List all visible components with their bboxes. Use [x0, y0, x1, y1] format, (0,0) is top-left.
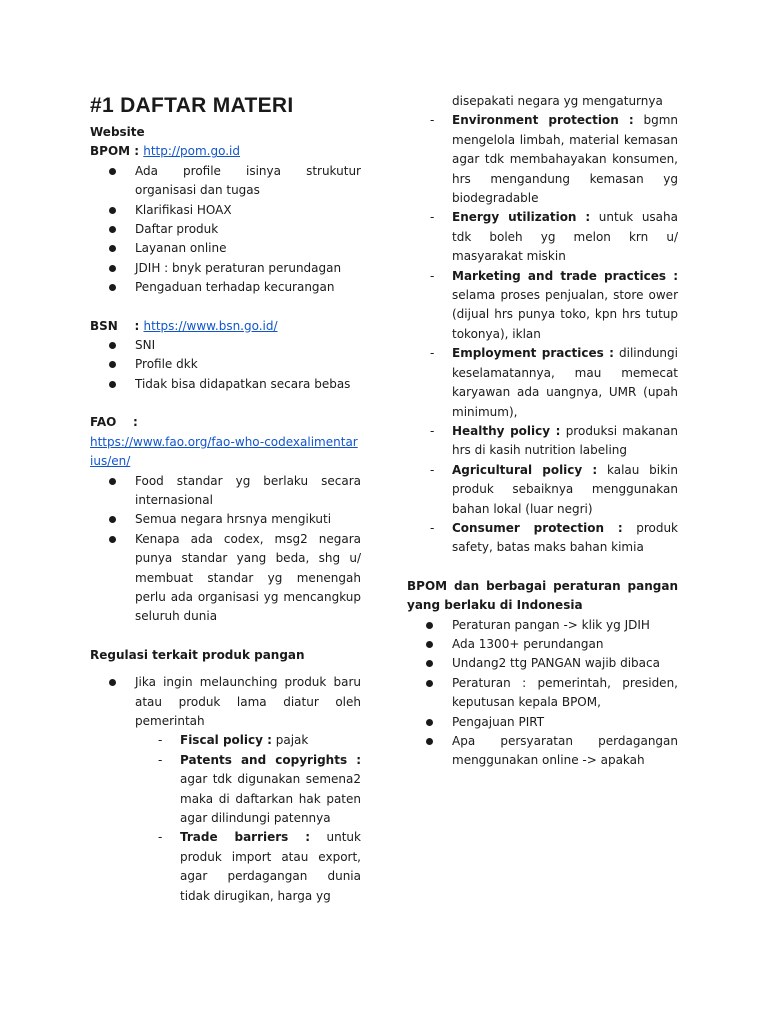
regulasi-list — [90, 673, 361, 906]
bsn-line — [90, 317, 361, 336]
bsn-link[interactable]: https://www.bsn.go.id/ — [143, 318, 278, 333]
bpom-line — [90, 142, 361, 161]
policy-text: produksi makanan hrs di kasih nutrition labeling — [452, 423, 678, 458]
policy-item — [180, 751, 361, 829]
bsn-list — [90, 336, 361, 394]
policy-sublist — [135, 731, 361, 906]
bpom-section-heading: BPOM dan berbagai peraturan pangan yang berlaku di Indonesia — [407, 578, 678, 613]
fao-label: FAO — [90, 415, 117, 430]
policy-item-continued — [452, 92, 678, 111]
bsn-sep: : — [117, 318, 144, 333]
fao-list — [90, 472, 361, 627]
policy-text: untuk produk import atau export, agar perdagangan dunia tidak dirugikan, harga yg — [180, 830, 361, 903]
list-item — [135, 673, 361, 906]
regulasi-item-text: Jika ingin melaunching produk baru atau produk lama diatur oleh pemerintah — [135, 675, 361, 728]
bpom-label: BPOM — [90, 144, 131, 159]
list-item: Kenapa ada codex, msg2 negara punya standar yang beda, shg u/ membuat standar yg menengah perlu ada organisasi yg mencangkup seluruh dunia — [135, 530, 361, 627]
list-item: JDIH : bnyk peraturan perundagan — [135, 259, 361, 278]
bpom-link[interactable]: http://pom.go.id — [143, 144, 240, 159]
policy-item — [452, 267, 678, 345]
list-item: Pengaduan terhadap kecurangan — [135, 278, 361, 297]
policy-item — [452, 344, 678, 422]
list-item: Peraturan pangan -> klik yg JDIH — [452, 616, 678, 635]
policy-term: Agricultural policy : — [452, 462, 598, 477]
bpom-list — [90, 162, 361, 298]
regulasi-heading: Regulasi terkait produk pangan — [90, 647, 305, 662]
policy-term: Fiscal policy : — [180, 733, 272, 748]
list-item: Ada profile isinya strukutur organisasi dan tugas — [135, 162, 361, 201]
policy-item — [452, 461, 678, 519]
policy-term: Healthy policy : — [452, 423, 561, 438]
list-item: Food standar yg berlaku secara internasional — [135, 472, 361, 511]
fao-link-wrap — [90, 433, 361, 472]
policy-text: untuk usaha tdk boleh yg melon krn u/ masyarakat miskin — [452, 210, 678, 264]
list-item: Daftar produk — [135, 220, 361, 239]
fao-link[interactable]: https://www.fao.org/fao-who-codexalimentarius/en/ — [90, 434, 358, 469]
list-item: Ada 1300+ perundangan — [452, 635, 678, 654]
left-column — [90, 123, 361, 906]
fao-line — [90, 413, 361, 432]
policy-term: Consumer protection : — [452, 520, 623, 535]
policy-term: Trade barriers : — [180, 830, 310, 845]
policy-item — [180, 828, 361, 906]
policy-sublist-continued — [362, 92, 678, 558]
fao-sep: : — [116, 415, 138, 430]
policy-term: Patents and copyrights : — [180, 752, 361, 767]
policy-term: Marketing and trade practices : — [452, 268, 678, 283]
policy-text: dilindungi keselamatannya, mau memecat karyawan ada uangnya, UMR (upah minimum), — [452, 346, 678, 419]
website-heading: Website — [90, 125, 145, 139]
list-item: Klarifikasi HOAX — [135, 201, 361, 220]
policy-text: pajak — [271, 733, 309, 748]
list-item: Semua negara hrsnya mengikuti — [135, 510, 361, 529]
policy-text: selama proses penjualan, store ower (dijual hrs punya toko, kpn hrs tutup tokonya), iklan — [452, 288, 678, 341]
policy-term: Energy utilization : — [452, 210, 591, 225]
policy-text: agar tdk digunakan semena2 maka di daftarkan hak paten agar dilindungi patennya — [180, 772, 361, 825]
policy-text: disepakati negara yg mengaturnya — [452, 94, 663, 108]
list-item: Pengajuan PIRT — [452, 713, 678, 732]
list-item: Tidak bisa didapatkan secara bebas — [135, 375, 361, 394]
policy-item — [452, 422, 678, 461]
policy-term: Environment protection : — [452, 113, 634, 128]
policy-item — [452, 111, 678, 208]
list-item: Undang2 ttg PANGAN wajib dibaca — [452, 654, 678, 673]
policy-term: Employment practices : — [452, 346, 614, 361]
list-item: Profile dkk — [135, 355, 361, 374]
page-title: #1 DAFTAR MATERI — [90, 94, 294, 117]
bpom-sep: : — [130, 144, 144, 159]
list-item: SNI — [135, 336, 361, 355]
bpom-section-list — [407, 616, 678, 771]
policy-item — [452, 519, 678, 558]
policy-item — [452, 208, 678, 266]
list-item: Layanan online — [135, 239, 361, 258]
policy-item — [180, 731, 361, 750]
policy-text: produk safety, batas maks bahan kimia — [452, 520, 679, 555]
policy-text: kalau bikin produk sebaiknya menggunakan bahan lokal (luar negri) — [452, 462, 678, 516]
list-item: Apa persyaratan perdagangan menggunakan online -> apakah — [452, 732, 678, 771]
list-item: Peraturan : pemerintah, presiden, keputusan kepala BPOM, — [452, 674, 678, 713]
policy-text: bgmn mengelola limbah, material kemasan agar tdk membahayakan konsumen, hrs mengandung kemasan yg biodegradable — [452, 113, 678, 206]
bsn-label: BSN — [90, 318, 118, 333]
right-column — [407, 92, 678, 771]
